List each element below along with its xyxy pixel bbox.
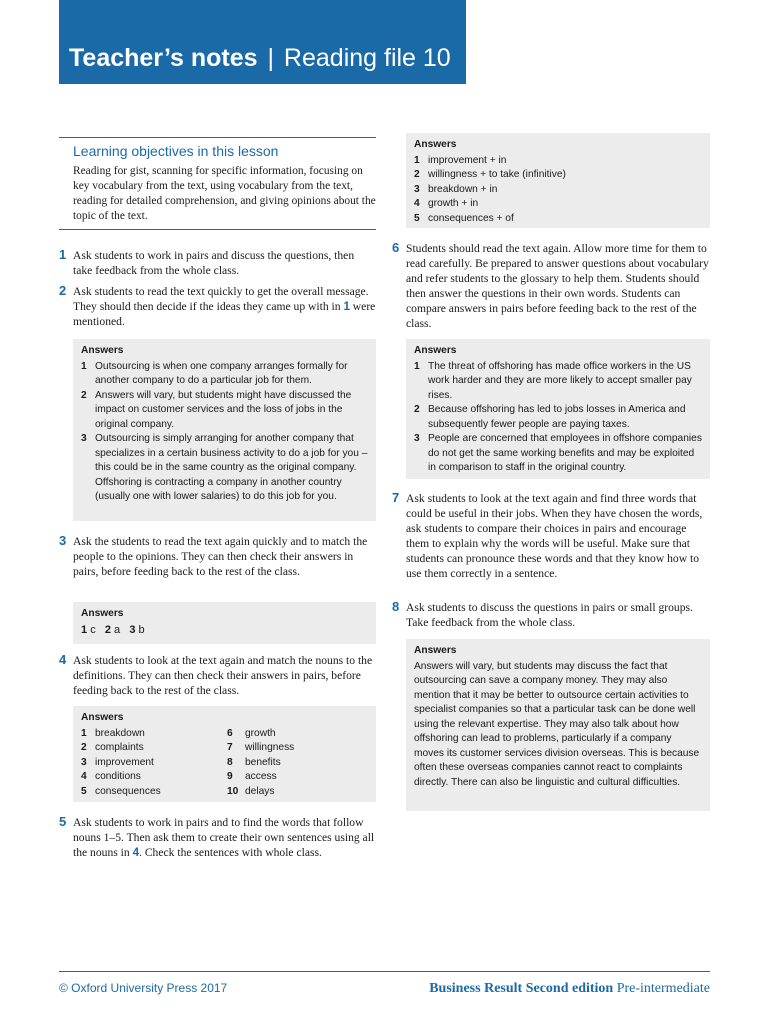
answer-text: growth — [245, 727, 276, 739]
objectives-rule — [59, 137, 376, 138]
answer-number: 1 — [81, 623, 88, 636]
step-text: Ask students to look at the text again and match the nouns to the definitions. They can then check their answers in pairs, before feeding back to the rest of the class. — [73, 654, 373, 697]
answer-text: The threat of offshoring has made office workers in the US work harder and they are more likely to accept smaller pay rises. — [428, 360, 692, 401]
page-title-main: Teacher’s notes — [69, 44, 258, 72]
step-5 — [59, 815, 376, 860]
answer-item — [414, 183, 702, 198]
answer-text: breakdown — [95, 727, 145, 739]
answers-title: Answers — [81, 345, 124, 356]
answers-title: Answers — [81, 608, 124, 619]
step-text: Ask students to discuss the questions in pairs or small groups. Take feedback from the whole class. — [406, 601, 693, 629]
book-title-main: Business Result Second edition — [429, 981, 614, 996]
answer-text: access — [245, 771, 277, 782]
answer-number: 1 — [414, 154, 420, 166]
answer-text: consequences — [95, 785, 161, 797]
answer-number: 4 — [414, 198, 420, 209]
answer-item — [227, 756, 294, 771]
answer-number: 5 — [81, 785, 87, 797]
answers-column-left — [81, 727, 227, 800]
answer-text: consequences + of — [428, 212, 514, 224]
answer-item — [81, 741, 227, 756]
answer-text: growth + in — [428, 198, 479, 209]
answer-item — [227, 727, 294, 742]
step-3 — [59, 534, 376, 579]
answers-box-6 — [406, 339, 710, 479]
answer-item — [227, 785, 294, 800]
answer-number: 10 — [227, 785, 239, 797]
copyright: © Oxford University Press 2017 — [59, 981, 228, 995]
answer-text: conditions — [95, 771, 141, 782]
step-6 — [392, 241, 710, 331]
answer-text: People are concerned that employees in offshore companies do not get the same working benefits and may be exploited in comparison to staff in the original country. — [428, 433, 702, 473]
answers-title: Answers — [414, 345, 457, 356]
step-text: Students should read the text again. Allow more time for them to read carefully. Be prepared to answer questions about vocabulary and refer students to the glossary to help them. Students should then answer the questions in their own words. Students can compare answers in pairs before feeding back to the rest of the class. — [406, 242, 709, 330]
step-text: Ask students to look at the text again and find three words that could be useful in their jobs. When they have chosen the words, ask students to compare their choices in pairs and encourage them to explain why the words will be useful. Make sure that students can pronounce these words and that they know how to use them correctly in a sentence. — [406, 492, 703, 580]
footer-rule — [59, 971, 710, 972]
answer-item — [414, 197, 702, 212]
step-text: Ask students to work in pairs and discuss the questions, then take feedback from the whole class. — [73, 249, 355, 277]
answers-two-column — [81, 727, 368, 800]
answer-text: willingness + to take (infinitive) — [428, 169, 566, 180]
answer-item — [414, 168, 702, 183]
answer-number: 5 — [414, 212, 420, 224]
step-number: 3 — [59, 533, 67, 548]
step-text: Ask the students to read the text again quickly and to match the people to the opinions. They can then check their answers in pairs, before feeding back to the rest of the class. — [73, 535, 368, 578]
answer-number: 6 — [227, 727, 233, 739]
objectives-text: Reading for gist, scanning for specific information, focusing on key vocabulary from the text, using vocabulary from the text, reading for detailed comprehension, and giving opinions about the topic of the text. — [73, 165, 376, 222]
step-number: 4 — [59, 652, 67, 667]
step-text — [59, 815, 376, 860]
answer-text: improvement — [95, 756, 154, 768]
step-reference: 4 — [132, 846, 140, 859]
answer-text: a — [114, 623, 121, 636]
answer-number: 3 — [129, 623, 136, 636]
objectives-bottom-rule — [59, 229, 376, 230]
answer-text: benefits — [245, 756, 281, 768]
answers-box-2 — [73, 339, 376, 521]
answers-column-right — [227, 727, 294, 800]
answer-item — [227, 770, 294, 785]
answer-text: improvement + in — [428, 154, 507, 166]
answer-item — [81, 770, 227, 785]
answer-item — [81, 360, 368, 389]
answer-text: delays — [245, 785, 275, 797]
step-number: 8 — [392, 599, 400, 614]
answer-item — [81, 785, 227, 800]
step-7 — [392, 491, 710, 581]
page-title-separator: | — [267, 44, 274, 72]
answers-title: Answers — [81, 712, 124, 723]
step-text-part: were mentioned. — [73, 300, 376, 328]
page-title-sub: Reading file 10 — [283, 44, 451, 72]
answer-text: Outsourcing is simply arranging for another company that specializes in a certain business activity to do a job for you – this could be in the same country as the original company. Offshoring is contracting a company in another country (usually one with lower salaries) to do this job for you. — [95, 433, 368, 502]
answer-number: 2 — [414, 404, 420, 415]
step-4 — [59, 653, 376, 698]
book-level: Pre-intermediate — [613, 981, 710, 996]
answer-text: c — [90, 623, 96, 636]
answer-number: 3 — [81, 756, 87, 768]
answer-number: 8 — [227, 756, 233, 768]
answers-inline — [81, 623, 368, 638]
step-reference: 1 — [343, 300, 350, 313]
answer-number: 9 — [227, 771, 233, 782]
answer-item — [81, 756, 227, 771]
answers-box-8 — [406, 639, 710, 811]
answer-item — [414, 212, 702, 227]
answer-number: 1 — [81, 727, 87, 739]
step-text-part: Ask students to work in pairs and to find the words that follow nouns 1–5. Then ask them to create their own sentences using all the nouns in — [73, 816, 375, 859]
answer-item — [414, 432, 702, 476]
objectives-title: Learning objectives in this lesson — [73, 143, 279, 159]
answers-title: Answers — [414, 139, 457, 150]
answer-item — [81, 432, 368, 505]
answer-number: 2 — [81, 742, 87, 753]
answer-item — [81, 389, 368, 433]
step-number: 7 — [392, 490, 400, 505]
step-number: 6 — [392, 240, 400, 255]
answer-number: 1 — [414, 360, 420, 372]
answer-item — [414, 154, 702, 169]
answer-number: 2 — [81, 389, 87, 401]
answer-text: b — [138, 623, 145, 636]
answer-text: breakdown + in — [428, 183, 498, 195]
answer-number: 2 — [414, 169, 420, 180]
step-number: 1 — [59, 247, 67, 262]
step-number: 5 — [59, 814, 67, 829]
answer-number: 4 — [81, 771, 87, 782]
answer-text: Answers will vary, but students might have discussed the impact on customer services and the loss of jobs in the original company. — [95, 389, 352, 430]
answer-number: 3 — [414, 183, 420, 195]
answer-item — [227, 741, 294, 756]
header-band — [59, 0, 466, 84]
answers-box-5 — [406, 133, 710, 228]
answer-number: 1 — [81, 360, 87, 372]
page-title — [69, 44, 451, 73]
step-text-part: . Check the sentences with whole class. — [139, 846, 322, 859]
book-title — [429, 981, 710, 997]
answers-box-4 — [73, 706, 376, 802]
step-text-part: Ask students to read the text quickly to get the overall message. They should then decide if the ideas they came up with in — [73, 285, 369, 313]
answer-text: willingness — [245, 742, 295, 753]
answer-text: Answers will vary, but students may discuss the fact that outsourcing can save a company money. They may also mention that it may be better to outsource certain activities to specialist companies so that a particular task can be done well using the relevant expertise. They may also talk about how offshoring can lead to problems, particularly if a company moves its customer services division overseas. This is because often these overseas companies cannot react to complaints directly. There can also be linguistic and cultural difficulties. — [414, 660, 700, 788]
answer-item — [81, 727, 227, 742]
answer-number: 3 — [414, 433, 420, 444]
answer-number: 3 — [81, 433, 87, 444]
answers-title: Answers — [414, 645, 457, 656]
step-text — [59, 284, 376, 329]
answers-box-3 — [73, 602, 376, 644]
step-1 — [59, 248, 376, 278]
answer-number: 7 — [227, 742, 233, 753]
answer-number: 2 — [104, 623, 111, 636]
answer-item — [414, 403, 702, 432]
step-number: 2 — [59, 283, 67, 298]
step-8 — [392, 600, 710, 630]
answer-item — [414, 360, 702, 404]
answer-text: Because offshoring has led to jobs losses in America and subsequently fewer people are paying taxes. — [428, 404, 686, 430]
answer-text: Outsourcing is when one company arranges formally for another company to do a particular job for them. — [95, 360, 348, 386]
answer-text: complaints — [95, 742, 144, 753]
step-2 — [59, 284, 376, 329]
